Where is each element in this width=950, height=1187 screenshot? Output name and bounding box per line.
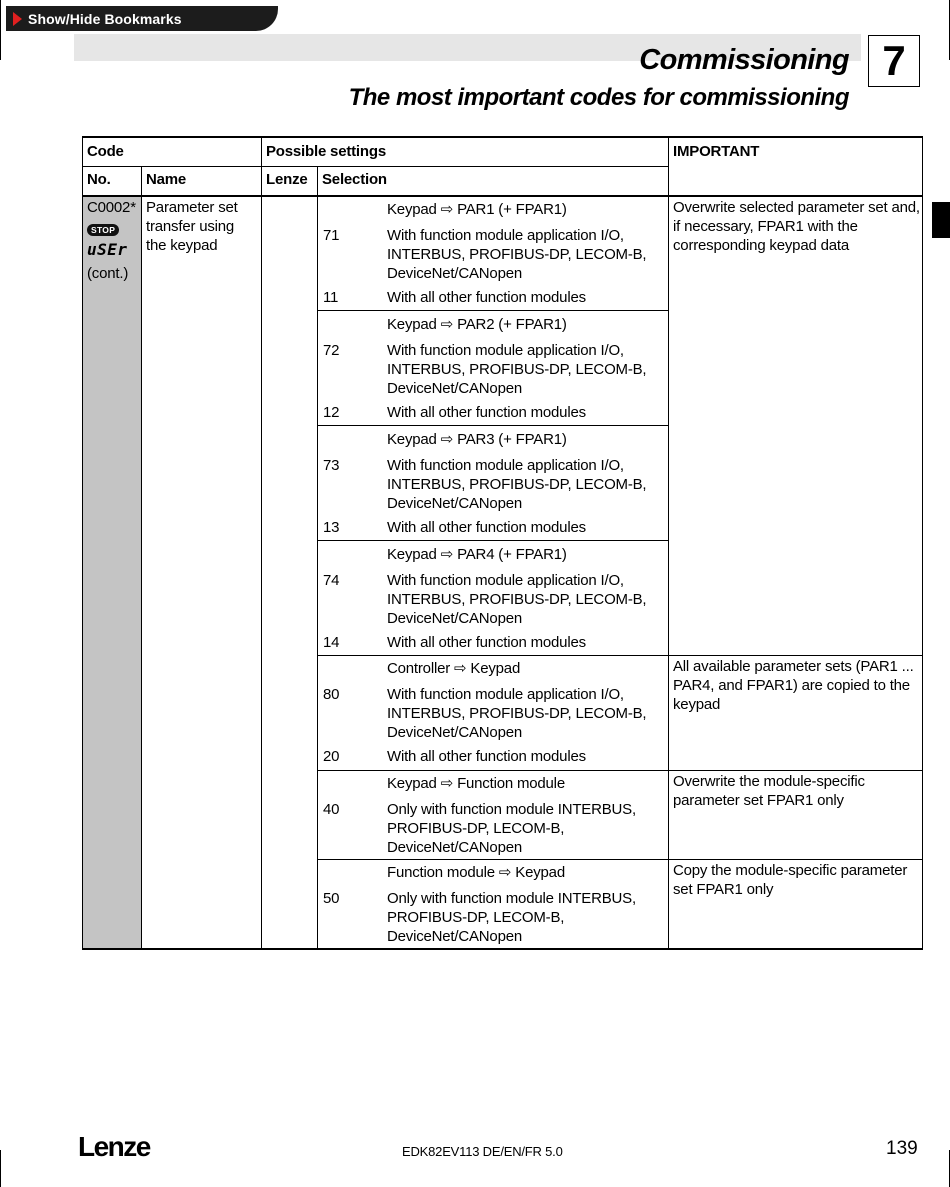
show-hide-bookmarks-button[interactable] [6,6,278,31]
important-note: Overwrite selected parameter set and, [673,199,920,216]
selection-text: INTERBUS, PROFIBUS-DP, LECOM-B, [387,705,647,722]
header-selection: Selection [322,171,387,188]
header-important: IMPORTANT [673,143,760,160]
selection-text: INTERBUS, PROFIBUS-DP, LECOM-B, [387,476,647,493]
selection-number: 20 [323,748,340,765]
selection-number: 50 [323,890,340,907]
important-note: All available parameter sets (PAR1 ... [673,658,914,675]
selection-number: 72 [323,342,340,359]
selection-text: With all other function modules [387,748,586,765]
selection-number: 71 [323,227,340,244]
important-note: Copy the module-specific parameter [673,862,908,879]
stop-icon [87,219,119,238]
page-number: 139 [886,1138,918,1159]
chapter-number: 7 [868,35,920,87]
arrow-right-icon: ⇨ [440,775,454,792]
selection-number: 80 [323,686,340,703]
important-note: PAR4, and FPAR1) are copied to the [673,677,910,694]
selection-text: With function module application I/O, [387,686,624,703]
selection-number: 13 [323,519,340,536]
selection-text: INTERBUS, PROFIBUS-DP, LECOM-B, [387,361,647,378]
selection-title: Keypad ⇨ Function module [387,775,565,792]
lenze-logo: Lenze [78,1131,150,1162]
selection-text: DeviceNet/CANopen [387,265,522,282]
important-note: keypad [673,696,721,713]
selection-text: With all other function modules [387,404,586,421]
selection-text: INTERBUS, PROFIBUS-DP, LECOM-B, [387,591,647,608]
continued-label: (cont.) [87,265,129,282]
selection-number: 11 [323,289,339,306]
arrow-right-icon: ⇨ [440,201,454,218]
page-title: Commissioning [639,44,849,76]
crop-mark [0,1150,1,1187]
selection-text: With function module application I/O, [387,342,624,359]
important-note: if necessary, FPAR1 with the [673,218,858,235]
selection-title: Keypad ⇨ PAR2 (+ FPAR1) [387,316,567,333]
header-no: No. [87,171,111,188]
header-lenze: Lenze [266,171,308,188]
selection-number: 40 [323,801,340,818]
selection-text: DeviceNet/CANopen [387,380,522,397]
page-subtitle: The most important codes for commissioning [348,84,849,111]
selection-text: Only with function module INTERBUS, [387,890,636,907]
bookmarks-label: Show/Hide Bookmarks [28,10,182,27]
code-column-shading [82,195,141,948]
name-line: Parameter set [146,199,238,216]
arrow-right-icon: ⇨ [454,660,467,677]
selection-text: With function module application I/O, [387,457,624,474]
important-note: corresponding keypad data [673,237,849,254]
name-line: the keypad [146,237,218,254]
selection-text: Only with function module INTERBUS, [387,801,636,818]
selection-title: Keypad ⇨ PAR4 (+ FPAR1) [387,546,567,563]
selection-text: With function module application I/O, [387,572,624,589]
arrow-right-icon: ⇨ [440,431,454,448]
selection-text: With function module application I/O, [387,227,624,244]
play-arrow-icon [13,12,22,26]
name-line: transfer using [146,218,235,235]
header-name: Name [146,171,187,188]
arrow-right-icon: ⇨ [440,316,454,333]
selection-title: Controller ⇨ Keypad [387,660,521,677]
header-possible-settings: Possible settings [266,143,386,160]
document-id: EDK82EV113 DE/EN/FR 5.0 [402,1144,563,1159]
selection-text: PROFIBUS-DP, LECOM-B, [387,820,565,837]
selection-title: Function module ⇨ Keypad [387,864,565,881]
selection-number: 73 [323,457,340,474]
codes-table [82,136,923,950]
code-number: C0002* [87,199,136,216]
selection-title: Keypad ⇨ PAR1 (+ FPAR1) [387,201,567,218]
selection-text: DeviceNet/CANopen [387,724,522,741]
selection-number: 14 [323,634,340,651]
selection-number: 74 [323,572,340,589]
important-note: set FPAR1 only [673,881,774,898]
selection-number: 12 [323,404,340,421]
display-text: uSEr [87,240,128,259]
header-code: Code [87,143,124,160]
important-note: Overwrite the module-specific [673,773,865,790]
selection-text: DeviceNet/CANopen [387,928,522,945]
selection-text: DeviceNet/CANopen [387,839,522,856]
selection-text: INTERBUS, PROFIBUS-DP, LECOM-B, [387,246,647,263]
chapter-edge-marker [932,202,950,238]
stop-badge: STOP [87,224,119,236]
selection-text: With all other function modules [387,519,586,536]
selection-text: PROFIBUS-DP, LECOM-B, [387,909,565,926]
arrow-right-icon: ⇨ [498,864,512,881]
selection-text: DeviceNet/CANopen [387,495,522,512]
selection-text: With all other function modules [387,289,586,306]
arrow-right-icon: ⇨ [440,546,454,563]
selection-text: With all other function modules [387,634,586,651]
selection-text: DeviceNet/CANopen [387,610,522,627]
crop-mark [0,0,1,60]
important-note: parameter set FPAR1 only [673,792,844,809]
selection-title: Keypad ⇨ PAR3 (+ FPAR1) [387,431,567,448]
